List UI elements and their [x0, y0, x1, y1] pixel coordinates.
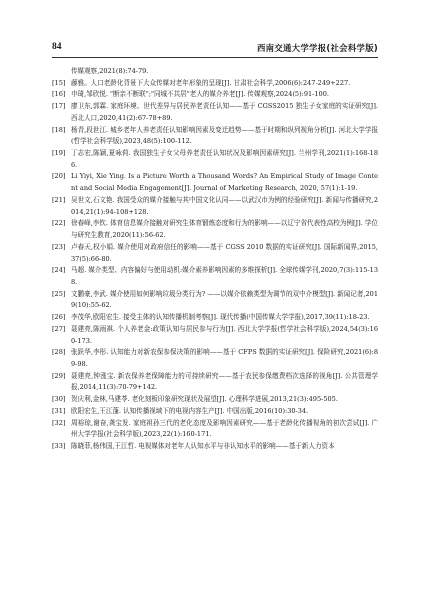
reference-item [52, 66, 378, 78]
reference-text: 廖卫东,郭霖. 家庭环境、世代差异与居民养老责任认知——基于 CGSS2015 独生子女家庭的实证研究[J]. 西北人口,2020,41(2):67-78+89. [71, 102, 378, 122]
reference-number: [25] [52, 289, 66, 298]
reference-text: 杨青,段世江. 城乡老年人养老责任认知影响因素及变迁趋势——基于时期和纵列视角分析[J]. 河北大学学报(哲学社会科学版),2023,48(5):100-112. [71, 125, 378, 146]
reference-number: [27] [52, 324, 66, 333]
reference-item [52, 406, 378, 418]
reference-text: 文鹏豪,李武. 媒介使用如何影响垃圾分类行为? ——以媒介依赖类型为调节的双中介模型[J]. 新闻记者,2019(10):55-62. [71, 289, 378, 310]
reference-item [52, 148, 378, 171]
reference-text: 陈晓菲,杨伟国,王江哲. 电视媒体对老年人认知水平与非认知水平的影响——基于新人力资本 [71, 442, 335, 450]
reference-list [52, 66, 378, 453]
reference-text: 申琦,邹欣悦. "断亲不断联";"同城不共居"老人的媒介养老[J]. 传媒观察,2024(5):91-100. [71, 90, 329, 99]
reference-item [52, 78, 378, 90]
reference-item [52, 125, 378, 148]
reference-number: [32] [52, 418, 66, 427]
reference-item [52, 265, 378, 288]
reference-number: [33] [52, 442, 66, 450]
reference-text: 徐春峰,李钦. 体育信息媒介接触对研究生体育锻炼态度和行为的影响——以辽宁省代表性高校为例[J]. 学位与研究生教育,2020(11):56-62. [71, 219, 378, 240]
header-rule [52, 57, 378, 58]
reference-number: [19] [52, 149, 66, 158]
running-header [52, 34, 378, 52]
reference-text: 聂建亮,钟涨宝. 新农保养老保障能力的可持续研究——基于农民参保缴费档次选择的视角[J]. 公共管理学报,2014,11(3):70-79+142. [71, 371, 378, 392]
reference-number: [24] [52, 266, 66, 275]
reference-text: 贺庆利,金林,马建苓. 老化刻板印象研究现状及展望[J]. 心理科学进展,2013,21(3):495-505. [71, 395, 338, 404]
reference-number: [21] [52, 195, 66, 204]
reference-number: [31] [52, 406, 66, 415]
reference-number: [29] [52, 371, 66, 380]
journal-title: 西南交通大学学报(社会科学版) [256, 43, 378, 53]
reference-text: 欧阳宏生,王江蓬. 认知传播视域下的电视内容生产[J]. 中国出版,2016(10):30-34. [71, 406, 309, 415]
reference-number: [26] [52, 313, 66, 322]
reference-text: 周裕琼,谢奋,龚宝发. 家庭祖孙三代的老化态度及影响因素研究——基于老龄化传播视角的初次尝试[J]. 广州大学学报(社会科学版),2023,22(1):160-171. [71, 418, 378, 439]
reference-item [52, 418, 378, 441]
reference-number: [20] [52, 172, 66, 181]
reference-item [52, 289, 378, 312]
reference-text: 张跃华,李彤. 认知能力对新农保参保决策的影响——基于 CFPS 数据的实证研究[J]. 保险研究,2021(6):89-98. [71, 348, 378, 368]
reference-number: [16] [52, 90, 66, 99]
page-number: 84 [52, 42, 62, 52]
reference-item [52, 324, 378, 347]
reference-text: 马超. 媒介类型、内容偏好与使用动机:媒介素养影响因素的多维探析[J]. 全球传媒学刊,2020,7(3):115-138. [71, 266, 378, 286]
reference-item [52, 312, 378, 324]
reference-item [52, 394, 378, 406]
reference-number: [23] [52, 242, 66, 251]
reference-item [52, 441, 378, 453]
reference-number: [18] [52, 125, 66, 134]
reference-text: 丁志宏,陈颖,夏咏荷. 我国独生子女父母养老责任认知状况及影响因素研究[J]. 兰州学刊,2021(1):168-186. [71, 149, 378, 169]
reference-item [52, 195, 378, 218]
reference-item [52, 89, 378, 101]
reference-item [52, 218, 378, 241]
reference-text: 传媒观察,2021(8):74-79. [71, 67, 149, 75]
reference-text: 吴世文,石文艳. 我国受众的媒介接触与其中国文化认同——以武汉市为例的经验研究[J]. 新闻与传播研究,2014,21(1):94-108+128. [71, 195, 378, 216]
reference-text: 聂建亮,陈雨祺. 个人养老金:政策认知与居民参与行为[J]. 西北大学学报(哲学社会科学版),2024,54(3):160-173. [71, 324, 378, 345]
reference-item [52, 171, 378, 194]
reference-text: 藤雅。人口老龄化背景下大众传媒对老年形象的呈现[J]. 甘肃社会科学,2006(6):247-249+227. [71, 78, 351, 87]
reference-number: [28] [52, 348, 66, 357]
reference-item [52, 347, 378, 370]
reference-number: [15] [52, 78, 66, 87]
reference-number: [30] [52, 395, 66, 404]
reference-text: 李茂华,欧阳宏生. 接受主体的认知传播机制考察[J]. 现代传播(中国传媒大学学报),2017,39(11):18-23. [71, 313, 370, 322]
reference-item [52, 101, 378, 124]
reference-number: [17] [52, 102, 66, 111]
reference-number: [22] [52, 219, 66, 228]
reference-item [52, 242, 378, 265]
reference-text: Li Yiyi, Xie Ying. Is a Picture Worth a Thousand Words? An Empirical Study of Image Content and Social Media Engagement[J]. Journal of Marketing Research, 2020, 57(1):1-19. [71, 172, 378, 193]
reference-item [52, 371, 378, 394]
reference-text: 卢春天,权小娟. 媒介使用对政府信任的影响——基于 CGSS 2010 数据的实证研究[J]. 国际新闻界,2015,37(5):66-80. [71, 242, 378, 263]
